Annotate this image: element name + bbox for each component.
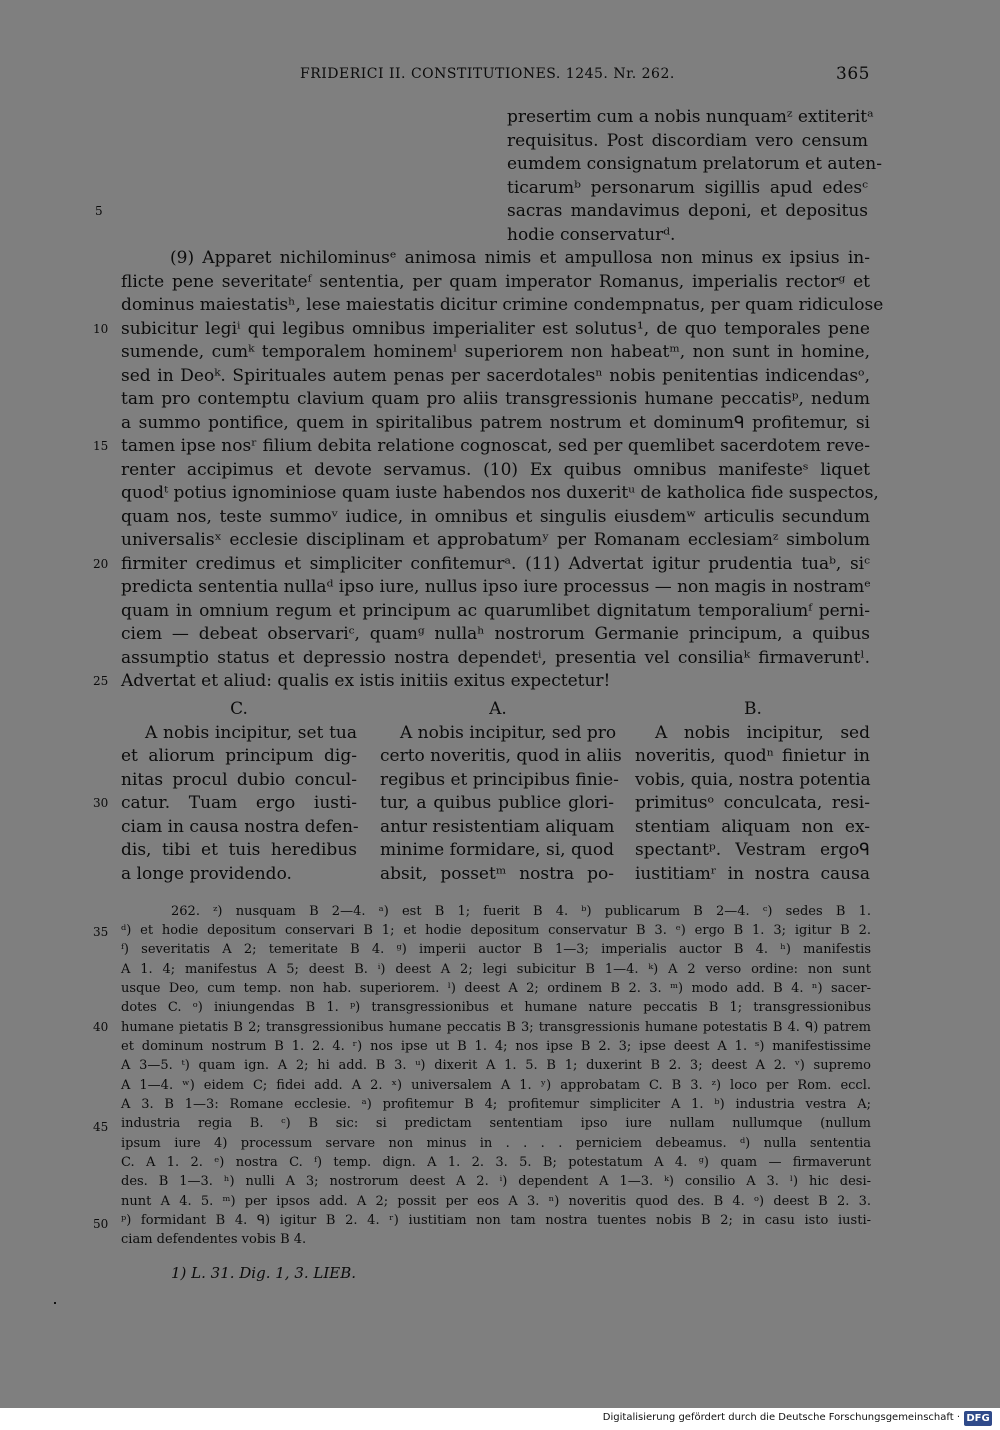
line-number: 40 <box>93 1020 109 1034</box>
text-line: dominus maiestatisʰ, lese maiestatis dicitur crimine condempnatus, per quam ridiculose <box>121 295 884 315</box>
digitization-footer <box>0 1408 1000 1430</box>
column-c-line: nitas procul dubio concul- <box>121 770 357 790</box>
column-a-line: certo noveritis, quod in aliis <box>380 746 622 766</box>
text-line: presertim cum a nobis nunquamᶻ extiteritᵃ <box>507 107 874 127</box>
text-line: predicta sententia nullaᵈ ipso iure, nullus ipso iure processus — non magis in nostramᵉ <box>121 577 871 597</box>
column-a-line: minime formidare, si, quod <box>380 840 614 860</box>
footnote-line: 262. ᶻ) nusquam B 2—4. ᵃ) est B 1; fuerit B 4. ᵇ) publicarum B 2—4. ᶜ) sedes B 1. <box>171 904 871 919</box>
line-number: 5 <box>95 204 103 218</box>
footnote-line: nunt A 4. 5. ᵐ) per ipsos add. A 2; possit per eos A 3. ⁿ) noveritis quod des. B 4. ᵒ) deest B 2. 3. <box>121 1194 871 1209</box>
column-b-line: stentiam aliquam non ex- <box>635 817 870 837</box>
line-number: 30 <box>93 796 109 810</box>
footnote-line: industria regia B. ᶜ) B sic: si predictam sententiam ipso iure nullam nullumque (nullum <box>121 1116 871 1131</box>
text-line: Advertat et aliud: qualis ex istis initiis exitus expectetur! <box>121 671 611 691</box>
text-line: hodie conservaturᵈ. <box>507 225 676 245</box>
footnote-line: ciam defendentes vobis B 4. <box>121 1232 307 1247</box>
column-c-line: dis, tibi et tuis heredibus <box>121 840 357 860</box>
text-line: eumdem consignatum prelatorum et auten- <box>507 154 883 174</box>
column-c-line: a longe providendo. <box>121 864 292 884</box>
text-line: flicte pene severitateᶠ sententia, per quam imperator Romanus, imperialis rectorᵍ et <box>121 272 870 292</box>
column-heading-a: A. <box>489 699 507 719</box>
footnote-line: ᵖ) formidant B 4. ᑫ) igitur B 2. 4. ʳ) iustitiam non tam nostra tuentes nobis B 2; in casu isto iusti- <box>121 1213 871 1228</box>
footnote-line: ᶠ) severitatis A 2; temeritate B 4. ᵍ) imperii auctor B 1—3; imperialis auctor B 4. ʰ) manifestis <box>121 942 871 957</box>
text-line: sed in Deoᵏ. Spirituales autem penas per sacerdotalesⁿ nobis penitentias indicendasᵒ, <box>121 366 870 386</box>
text-line: quodᵗ potius ignominiose quam iuste habendos nos duxeritᵘ de katholica fide suspectos, <box>121 483 879 503</box>
column-b-line: iustitiamʳ in nostra causa <box>635 864 870 884</box>
column-c-line: et aliorum principum dig- <box>121 746 357 766</box>
dfg-logo: DFG <box>964 1411 992 1426</box>
text-line: universalisˣ ecclesie disciplinam et approbatumʸ per Romanam ecclesiamᶻ simbolum <box>121 530 870 550</box>
footnote-line: ipsum iure 4) processum servare non minus in . . . . perniciem debeamus. ᵈ) nulla sententia <box>121 1136 871 1151</box>
text-line: sumende, cumᵏ temporalem hominemˡ superiorem non habeatᵐ, non sunt in homine, <box>121 342 870 362</box>
source-note: 1) L. 31. Dig. 1, 3. LIEB. <box>171 1264 357 1282</box>
line-number: 20 <box>93 557 109 571</box>
column-c-line: catur. Tuam ergo iusti- <box>121 793 357 813</box>
footnote-line: usque Deo, cum temp. non hab. superiorem. ˡ) deest A 2; ordinem B 2. 3. ᵐ) modo add. B 4. ⁿ) sacer- <box>121 981 871 996</box>
text-line: (9) Apparet nichilominusᵉ animosa nimis et ampullosa non minus ex ipsius in- <box>170 248 870 268</box>
text-line: subicitur legiⁱ qui legibus omnibus imperialiter est solutus¹, de quo temporales pene <box>121 319 870 339</box>
text-line: firmiter credimus et simpliciter confitemurᵃ. (11) Advertat igitur prudentia tuaᵇ, siᶜ <box>121 554 870 574</box>
footnote-line: des. B 1—3. ʰ) nulli A 3; nostrorum deest A 2. ⁱ) dependent A 1—3. ᵏ) consilio A 3. ˡ) hic desi- <box>121 1174 871 1189</box>
text-line: assumptio status et depressio nostra dependetⁱ, presentia vel consiliaᵏ firmaveruntˡ. <box>121 648 870 668</box>
column-a-line: regibus et principibus finie- <box>380 770 619 790</box>
line-number: 15 <box>93 439 109 453</box>
text-line: renter accipimus et devote servamus. (10) Ex quibus omnibus manifesteˢ liquet <box>121 460 870 480</box>
column-b-line: spectantᵖ. Vestram ergoᑫ <box>635 840 870 860</box>
column-c-line: ciam in causa nostra defen- <box>121 817 359 837</box>
line-number: 25 <box>93 674 109 688</box>
text-line: sacras mandavimus deponi, et depositus <box>507 201 868 221</box>
line-number: 45 <box>93 1120 109 1134</box>
footnote-line: dotes C. ᵒ) iniungendas B 1. ᵖ) transgressionibus et humane nature peccatis B 1; transgressionibus <box>121 1000 871 1015</box>
column-a-line: antur resistentiam aliquam <box>380 817 615 837</box>
footnote-line: et dominum nostrum B 1. 2. 4. ʳ) nos ipse ut B 1. 4; nos ipse B 2. 3; ipse deest A 1. ˢ) manifestissime <box>121 1039 871 1054</box>
line-number: 35 <box>93 925 109 939</box>
running-header <box>300 64 870 88</box>
line-number: 10 <box>93 322 109 336</box>
text-line: tam pro contemptu clavium quam pro aliis transgressionis humane peccatisᵖ, nedum <box>121 389 870 409</box>
text-line: tamen ipse nosʳ filium debita relatione cognoscat, sed per quemlibet sacerdotem reve- <box>121 436 870 456</box>
column-c-line: A nobis incipitur, set tua <box>145 723 357 743</box>
column-a-line: absit, possetᵐ nostra po- <box>380 864 614 884</box>
text-line: a summo pontifice, quem in spiritalibus patrem nostrum et dominumᑫ profitemur, si <box>121 413 870 433</box>
footnote-line: C. A 1. 2. ᵉ) nostra C. ᶠ) temp. dign. A 1. 2. 3. 5. B; potestatum A 4. ᵍ) quam — firmaverunt <box>121 1155 871 1170</box>
text-line: ticarumᵇ personarum sigillis apud edesᶜ <box>507 178 868 198</box>
funding-credit: Digitalisierung gefördert durch die Deutsche Forschungsgemeinschaft · <box>602 1412 960 1423</box>
column-a-line: A nobis incipitur, sed pro <box>400 723 617 743</box>
column-b-line: noveritis, quodⁿ finietur in <box>635 746 870 766</box>
footnote-line: humane pietatis B 2; transgressionibus humane peccatis B 3; transgressionis humane potestatis B 4. ᑫ) patrem <box>121 1020 871 1035</box>
column-heading-b: B. <box>744 699 762 719</box>
column-a-line: tur, a quibus publice glori- <box>380 793 614 813</box>
text-line: quam nos, teste summoᵛ iudice, in omnibus et singulis eiusdemʷ articulis secundum <box>121 507 870 527</box>
header-title: FRIDERICI II. CONSTITUTIONES. 1245. Nr. 262. <box>300 66 675 82</box>
column-heading-c: C. <box>230 699 248 719</box>
column-b-line: primitusᵒ conculcata, resi- <box>635 793 870 813</box>
text-line: ciem — debeat observariᶜ, quamᵍ nullaʰ nostrorum Germanie principum, a quibus <box>121 624 870 644</box>
line-number: 50 <box>93 1217 109 1231</box>
page-number: 365 <box>836 64 870 84</box>
footnote-line: A 1—4. ʷ) eidem C; fidei add. A 2. ˣ) universalem A 1. ʸ) approbatam C. B 3. ᶻ) loco per Rom. eccl. <box>121 1078 871 1093</box>
specks <box>54 1302 56 1304</box>
text-line: requisitus. Post discordiam vero censum <box>507 131 868 151</box>
footnote-line: ᵈ) et hodie depositum conservari B 1; et hodie depositum conservatur B 3. ᵉ) ergo B 1. 3; igitur B 2. <box>121 923 871 938</box>
column-b-line: vobis, quia, nostra potentia <box>635 770 871 790</box>
footnote-line: A 1. 4; manifestus A 5; deest B. ⁱ) deest A 2; legi subicitur B 1—4. ᵏ) A 2 verso ordine: non sunt <box>121 962 871 977</box>
footnote-line: A 3. B 1—3: Romane ecclesie. ᵃ) profitemur B 4; profitemur simpliciter A 1. ᵇ) industria vestra A; <box>121 1097 871 1112</box>
footnote-line: A 3—5. ᵗ) quam ign. A 2; hi add. B 3. ᵘ) dixerit A 1. 5. B 1; duxerint B 2. 3; deest A 2. ᵛ) supremo <box>121 1058 871 1073</box>
column-b-line: A nobis incipitur, sed <box>655 723 870 743</box>
text-line: quam in omnium regum et principum ac quarumlibet dignitatum temporaliumᶠ perni- <box>121 601 870 621</box>
